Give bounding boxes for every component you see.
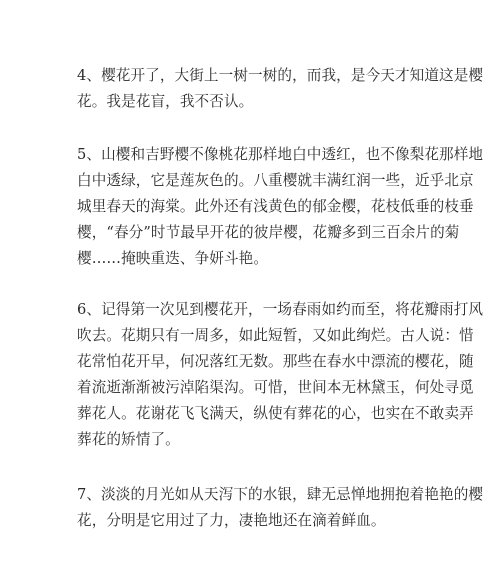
paragraph-line: 5、山樱和吉野樱不像桃花那样地白中透红，也不像梨花那样地 <box>77 146 484 163</box>
paragraph-line: 花，分明是它用过了力，凄艳地还在滴着鲜血。 <box>77 512 386 529</box>
paragraph-line: 花。我是花盲，我不否认。 <box>77 93 254 110</box>
paragraph-line: 花常怕花开早，何况落红无数。那些在春水中漂流的樱花，随 <box>77 353 474 370</box>
paragraph-line: 吹去。花期只有一周多，如此短暂，又如此绚烂。古人说：惜 <box>77 327 474 344</box>
paragraph-line: 7、淡淡的月光如从天泻下的水银，肆无忌惮地拥抱着艳艳的樱 <box>77 486 484 503</box>
paragraph-4 <box>77 63 484 115</box>
paragraph-line: 4、樱花开了，大街上一树一树的，而我，是今天才知道这是樱 <box>77 67 484 84</box>
paragraph-5 <box>77 142 484 272</box>
paragraph-line: 6、记得第一次见到樱花开，一场春雨如约而至，将花瓣雨打风 <box>77 301 484 318</box>
paragraph-line: 樱……掩映重迭、争妍斗艳。 <box>77 250 269 267</box>
paragraph-line: 葬花人。花谢花飞飞满天，纵使有葬花的心，也实在不敢卖弄 <box>77 405 474 422</box>
paragraph-7 <box>77 482 484 534</box>
paragraph-6 <box>77 297 484 453</box>
paragraph-line: 着流逝渐渐被污淖陷渠沟。可惜，世间本无林黛玉，何处寻觅 <box>77 379 474 396</box>
paragraph-line: 城里春天的海棠。此外还有浅黄色的郁金樱，花枝低垂的枝垂 <box>77 198 474 215</box>
paragraph-line: 樱，“春分”时节最早开花的彼岸樱，花瓣多到三百余片的菊 <box>77 224 460 241</box>
paragraph-line: 葬花的矫情了。 <box>77 431 180 448</box>
paragraph-line: 白中透绿，它是莲灰色的。八重樱就丰满红润一些，近乎北京 <box>77 172 474 189</box>
